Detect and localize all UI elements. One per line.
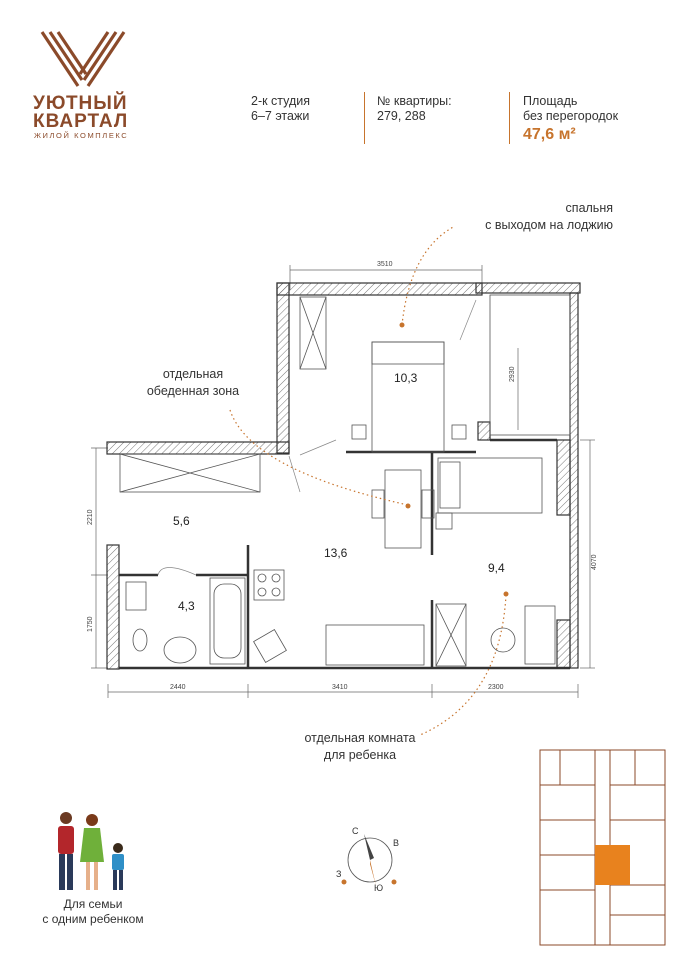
- dim-bottom-2: 3410: [332, 684, 348, 691]
- room-area-living: 13,6: [324, 546, 348, 560]
- brand-name-line1: УЮТНЫЙ: [33, 93, 128, 114]
- annotation-kids-line2: для ребенка: [323, 748, 397, 762]
- dim-top: 3510: [377, 261, 393, 268]
- annotation-dining-line1: отдельная: [162, 367, 224, 381]
- compass-icon: [330, 820, 410, 900]
- brand-name-line2: КВАРТАЛ: [33, 111, 129, 132]
- compass-west: З: [336, 869, 342, 879]
- dim-balcony: 2930: [509, 366, 516, 382]
- family-caption: [18, 897, 168, 927]
- room-area-bath: 4,3: [178, 599, 195, 613]
- family-caption-line1: Для семьи: [63, 897, 123, 911]
- dim-right: 4070: [591, 554, 598, 570]
- annotation-dining-line2: обеденная зона: [146, 384, 240, 398]
- dim-left-lower: 1750: [87, 616, 94, 632]
- building-key-plan: [535, 745, 670, 950]
- annotation-bedroom-line1: спальня: [565, 201, 613, 215]
- apartment-numbers: 279, 288: [377, 109, 426, 123]
- compass-south: Ю: [374, 883, 384, 893]
- dim-left-upper: 2210: [87, 509, 94, 525]
- area-label-2: без перегородок: [523, 109, 619, 123]
- apartment-floors: 6–7 этажи: [251, 109, 310, 123]
- area-label-1: Площадь: [523, 94, 578, 108]
- annotation-kids-line1: отдельная комната: [304, 731, 416, 745]
- room-area-hall: 5,6: [173, 514, 190, 528]
- family-icon: [48, 808, 138, 896]
- highlighted-apartment: [595, 845, 630, 885]
- dim-bottom-3: 2300: [488, 684, 504, 691]
- annotation-bedroom-line2: с выходом на лоджию: [485, 218, 613, 232]
- room-area-bedroom: 10,3: [394, 371, 418, 385]
- area-value: 47,6 м²: [523, 126, 576, 143]
- family-caption-line2: с одним ребенком: [42, 912, 144, 926]
- brand-subtitle: ЖИЛОЙ КОМПЛЕКС: [34, 131, 129, 140]
- apartment-type: 2-к студия: [251, 94, 311, 108]
- dim-bottom-1: 2440: [170, 684, 186, 691]
- apartment-number-label: № квартиры:: [377, 94, 452, 108]
- compass-north: С: [352, 826, 359, 836]
- compass-east: В: [393, 838, 400, 848]
- room-area-kids: 9,4: [488, 561, 505, 575]
